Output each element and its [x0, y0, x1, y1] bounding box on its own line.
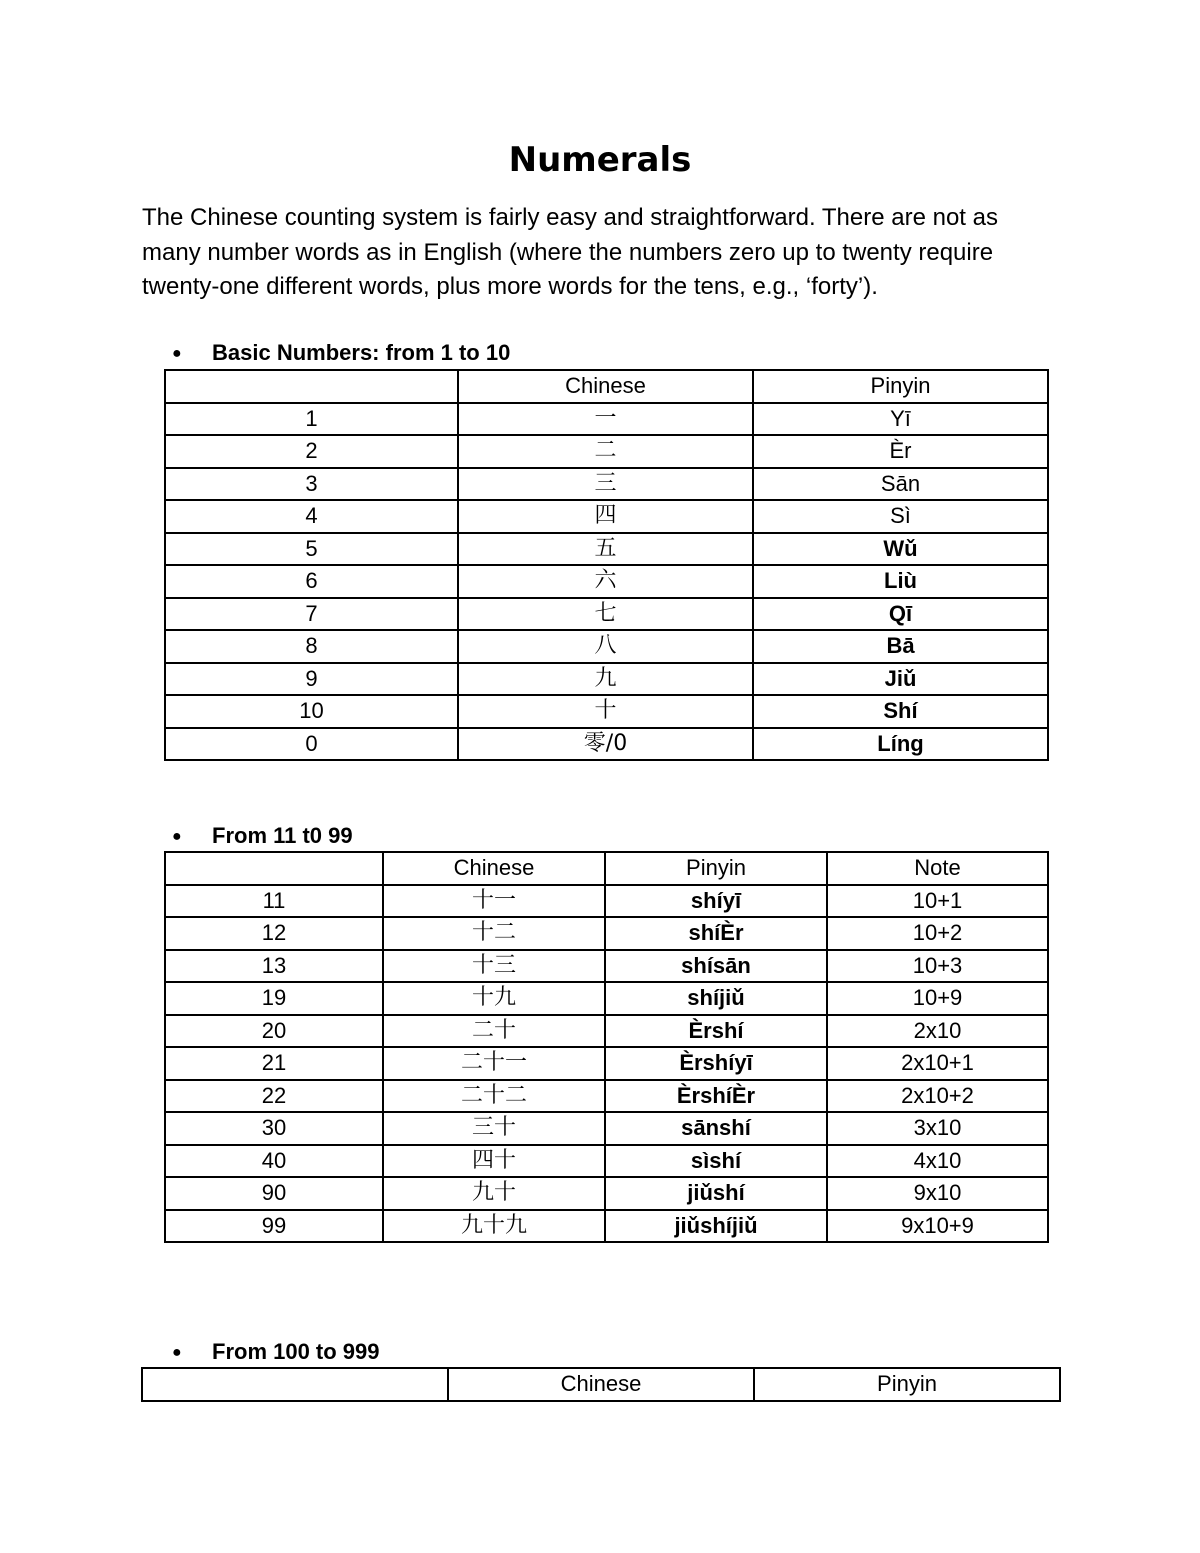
note-cell: 2x10	[827, 1015, 1048, 1048]
table-row	[165, 403, 1048, 436]
eleven-to-ninetynine-body	[165, 852, 1048, 1242]
number-cell: 19	[165, 982, 383, 1015]
page-title: Numerals	[508, 140, 692, 180]
pinyin-cell: ÈrshíÈr	[605, 1080, 827, 1113]
chinese-cell: 十	[458, 695, 753, 728]
chinese-cell: 零/0	[458, 728, 753, 761]
number-cell: 0	[165, 728, 458, 761]
table-header-row	[142, 1368, 1060, 1401]
pinyin-cell: Wǔ	[753, 533, 1048, 566]
note-cell: 9x10+9	[827, 1210, 1048, 1243]
header-cell: Pinyin	[605, 852, 827, 885]
chinese-cell: 八	[458, 630, 753, 663]
table-row	[165, 982, 1048, 1015]
chinese-cell: 一	[458, 403, 753, 436]
pinyin-cell: shísān	[605, 950, 827, 983]
number-cell: 90	[165, 1177, 383, 1210]
chinese-cell: 二十	[383, 1015, 605, 1048]
note-cell: 4x10	[827, 1145, 1048, 1178]
section-heading-text: Basic Numbers: from 1 to 10	[212, 340, 511, 365]
table-row	[165, 695, 1048, 728]
basic-numbers-table	[164, 369, 1049, 761]
section-heading-100-999	[172, 1337, 380, 1368]
pinyin-cell: Yī	[753, 403, 1048, 436]
number-cell: 8	[165, 630, 458, 663]
pinyin-cell: Liù	[753, 565, 1048, 598]
header-cell: Chinese	[458, 370, 753, 403]
chinese-cell: 十三	[383, 950, 605, 983]
number-cell: 4	[165, 500, 458, 533]
table-row	[165, 630, 1048, 663]
header-cell: Chinese	[448, 1368, 754, 1401]
chinese-cell: 十二	[383, 917, 605, 950]
pinyin-cell: Shí	[753, 695, 1048, 728]
table-row	[165, 1177, 1048, 1210]
note-cell: 10+9	[827, 982, 1048, 1015]
pinyin-cell: Qī	[753, 598, 1048, 631]
table-row	[165, 1112, 1048, 1145]
table-row	[165, 917, 1048, 950]
header-cell: Chinese	[383, 852, 605, 885]
chinese-cell: 十一	[383, 885, 605, 918]
number-cell: 13	[165, 950, 383, 983]
chinese-cell: 四	[458, 500, 753, 533]
number-cell: 20	[165, 1015, 383, 1048]
note-cell: 9x10	[827, 1177, 1048, 1210]
table-row	[165, 1080, 1048, 1113]
pinyin-cell: jiǔshí	[605, 1177, 827, 1210]
hundreds-body	[142, 1368, 1060, 1401]
table-row	[165, 885, 1048, 918]
chinese-cell: 三	[458, 468, 753, 501]
table-row	[165, 435, 1048, 468]
table-row	[165, 950, 1048, 983]
pinyin-cell: Èrshí	[605, 1015, 827, 1048]
pinyin-cell: Èr	[753, 435, 1048, 468]
pinyin-cell: sìshí	[605, 1145, 827, 1178]
bullet-icon: ●	[172, 1344, 182, 1361]
header-cell	[165, 852, 383, 885]
chinese-cell: 九十九	[383, 1210, 605, 1243]
number-cell: 10	[165, 695, 458, 728]
table-row	[165, 565, 1048, 598]
table-row	[165, 500, 1048, 533]
chinese-cell: 二十二	[383, 1080, 605, 1113]
number-cell: 2	[165, 435, 458, 468]
chinese-cell: 五	[458, 533, 753, 566]
note-cell: 10+2	[827, 917, 1048, 950]
pinyin-cell: Jiǔ	[753, 663, 1048, 696]
basic-numbers-body	[165, 370, 1048, 760]
note-cell: 10+3	[827, 950, 1048, 983]
chinese-cell: 九	[458, 663, 753, 696]
number-cell: 99	[165, 1210, 383, 1243]
section-heading-text: From 100 to 999	[212, 1339, 380, 1364]
note-cell: 2x10+1	[827, 1047, 1048, 1080]
pinyin-cell: Sān	[753, 468, 1048, 501]
number-cell: 7	[165, 598, 458, 631]
table-row	[165, 1047, 1048, 1080]
note-cell: 2x10+2	[827, 1080, 1048, 1113]
table-row	[165, 663, 1048, 696]
pinyin-cell: jiǔshíjiǔ	[605, 1210, 827, 1243]
section-heading-basic	[172, 338, 510, 369]
table-header-row	[165, 852, 1048, 885]
header-cell: Note	[827, 852, 1048, 885]
pinyin-cell: sānshí	[605, 1112, 827, 1145]
number-cell: 40	[165, 1145, 383, 1178]
chinese-cell: 四十	[383, 1145, 605, 1178]
intro-paragraph: The Chinese counting system is fairly easy and straightforward. There are not as many number words as in English (where the numbers zero up to twenty require twenty-one different words, plus more words for the tens, e.g., ‘forty’).	[142, 204, 998, 300]
pinyin-cell: Sì	[753, 500, 1048, 533]
pinyin-cell: Líng	[753, 728, 1048, 761]
header-cell: Pinyin	[753, 370, 1048, 403]
number-cell: 12	[165, 917, 383, 950]
number-cell: 11	[165, 885, 383, 918]
table-row	[165, 728, 1048, 761]
chinese-cell: 十九	[383, 982, 605, 1015]
header-cell	[142, 1368, 448, 1401]
pinyin-cell: shíÈr	[605, 917, 827, 950]
number-cell: 22	[165, 1080, 383, 1113]
pinyin-cell: Èrshíyī	[605, 1047, 827, 1080]
table-row	[165, 1015, 1048, 1048]
table-row	[165, 1145, 1048, 1178]
note-cell: 3x10	[827, 1112, 1048, 1145]
chinese-cell: 六	[458, 565, 753, 598]
number-cell: 9	[165, 663, 458, 696]
number-cell: 30	[165, 1112, 383, 1145]
pinyin-cell: shíyī	[605, 885, 827, 918]
number-cell: 1	[165, 403, 458, 436]
bullet-icon: ●	[172, 345, 182, 362]
header-cell	[165, 370, 458, 403]
table-header-row	[165, 370, 1048, 403]
table-row	[165, 533, 1048, 566]
number-cell: 5	[165, 533, 458, 566]
section-heading-text: From 11 t0 99	[212, 823, 353, 848]
chinese-cell: 七	[458, 598, 753, 631]
eleven-to-ninetynine-table	[164, 851, 1049, 1243]
table-row	[165, 1210, 1048, 1243]
chinese-cell: 二十一	[383, 1047, 605, 1080]
section-heading-11-99	[172, 821, 353, 852]
header-cell: Pinyin	[754, 1368, 1060, 1401]
chinese-cell: 三十	[383, 1112, 605, 1145]
number-cell: 6	[165, 565, 458, 598]
hundreds-table	[141, 1367, 1061, 1402]
number-cell: 3	[165, 468, 458, 501]
number-cell: 21	[165, 1047, 383, 1080]
table-row	[165, 468, 1048, 501]
bullet-icon: ●	[172, 828, 182, 845]
pinyin-cell: shíjiǔ	[605, 982, 827, 1015]
chinese-cell: 二	[458, 435, 753, 468]
note-cell: 10+1	[827, 885, 1048, 918]
chinese-cell: 九十	[383, 1177, 605, 1210]
pinyin-cell: Bā	[753, 630, 1048, 663]
table-row	[165, 598, 1048, 631]
